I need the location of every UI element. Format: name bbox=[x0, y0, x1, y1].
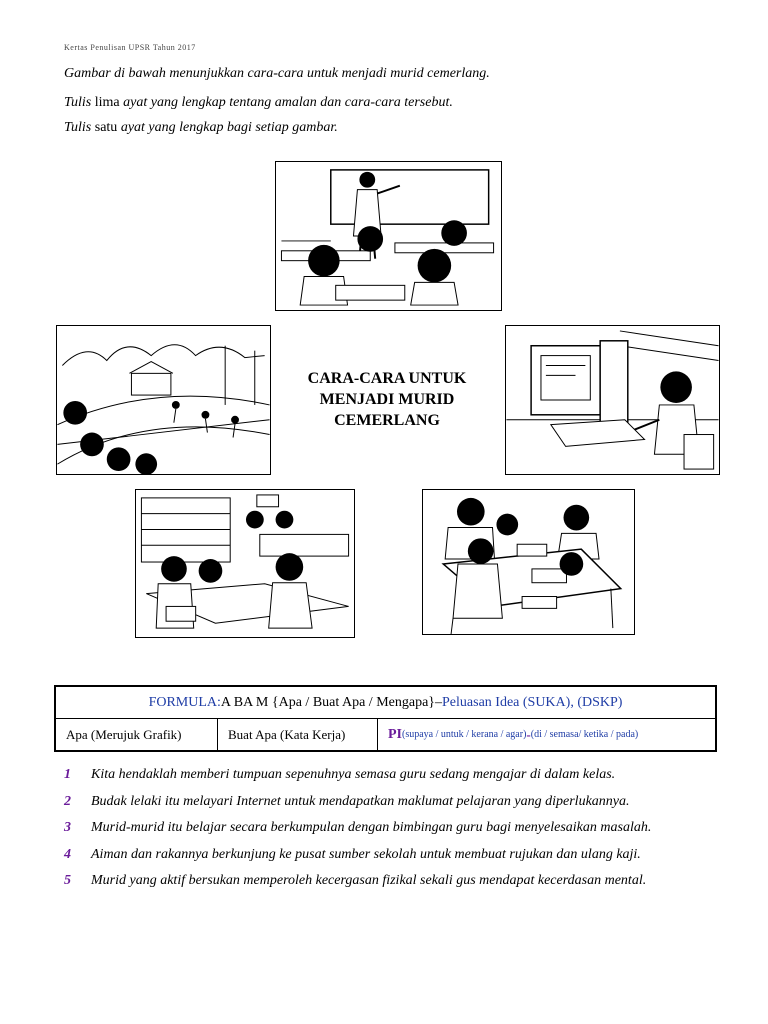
instruction-line-3 bbox=[64, 120, 338, 136]
formula-col-pi bbox=[378, 719, 715, 750]
pi-label: PI bbox=[388, 726, 402, 742]
instruction-text: Tulis bbox=[64, 120, 95, 135]
sports-field-illustration bbox=[56, 325, 271, 475]
answer-item bbox=[64, 868, 651, 895]
formula-colon: : bbox=[217, 694, 221, 710]
instruction-line-1: Gambar di bawah menunjukkan cara-cara untuk menjadi murid cemerlang. bbox=[64, 66, 490, 81]
formula-columns-row bbox=[56, 719, 715, 750]
answer-item bbox=[64, 789, 651, 816]
pi-dash: - bbox=[526, 726, 531, 742]
page-header-strip: Kertas Penulisan UPSR Tahun 2017 bbox=[64, 43, 196, 52]
center-title-line: MENJADI MURID bbox=[319, 391, 455, 408]
answer-text: Kita hendaklah memberi tumpuan sepenuhnya semasa guru sedang mengajar di dalam kelas. bbox=[91, 767, 616, 783]
instruction-line-2 bbox=[64, 95, 453, 111]
answer-item bbox=[64, 815, 651, 842]
library-illustration bbox=[135, 489, 355, 638]
sports-drawing bbox=[57, 326, 270, 474]
computer-boy-illustration bbox=[505, 325, 720, 475]
answer-text: Murid yang aktif bersukan memperoleh kecergasan fizikal sekali gus mendapat kecerdasan mental. bbox=[91, 873, 647, 889]
center-title bbox=[282, 368, 492, 431]
instruction-text: ayat yang lengkap bagi setiap gambar. bbox=[117, 120, 338, 135]
formula-col-buat-apa: Buat Apa (Kata Kerja) bbox=[218, 719, 378, 750]
answer-number: 4 bbox=[64, 846, 71, 862]
computer-drawing bbox=[506, 326, 719, 474]
instruction-text: ayat yang lengkap tentang amalan dan cara-cara tersebut. bbox=[119, 95, 453, 110]
answer-number: 5 bbox=[64, 873, 71, 889]
group-study-drawing bbox=[423, 490, 634, 634]
answer-text: Murid-murid itu belajar secara berkumpulan dengan bimbingan guru bagi menyelesaikan masalah. bbox=[91, 820, 652, 836]
classroom-teacher-illustration bbox=[275, 161, 502, 311]
answer-list bbox=[64, 762, 651, 895]
library-drawing bbox=[136, 490, 354, 637]
answer-number: 1 bbox=[64, 767, 71, 783]
formula-dash: – bbox=[435, 694, 443, 710]
instruction-text: Tulis bbox=[64, 95, 95, 110]
pi-words-1: (supaya / untuk / kerana / agar) bbox=[402, 729, 527, 740]
center-title-line: CARA-CARA UNTUK bbox=[307, 370, 467, 387]
formula-extension: Peluasan Idea (SUKA), (DSKP) bbox=[442, 694, 623, 710]
formula-col-apa: Apa (Merujuk Grafik) bbox=[56, 719, 218, 750]
formula-table bbox=[54, 685, 717, 752]
answer-item bbox=[64, 762, 651, 789]
classroom-drawing bbox=[276, 162, 501, 310]
instruction-bold-word: lima bbox=[94, 95, 120, 110]
center-title-line: CEMERLANG bbox=[334, 412, 440, 429]
pi-words-2: (di / semasa/ ketika / pada) bbox=[530, 729, 639, 740]
answer-number: 3 bbox=[64, 820, 71, 836]
answer-number: 2 bbox=[64, 793, 71, 809]
formula-header-row bbox=[56, 687, 715, 719]
answer-item bbox=[64, 842, 651, 869]
formula-abm: A BA M {Apa / Buat Apa / Mengapa} bbox=[220, 694, 436, 710]
instruction-bold-word: satu bbox=[94, 120, 118, 135]
answer-text: Budak lelaki itu melayari Internet untuk mendapatkan maklumat pelajaran yang diperlukannya. bbox=[91, 793, 630, 809]
formula-label: FORMULA bbox=[148, 694, 218, 710]
group-study-illustration bbox=[422, 489, 635, 635]
answer-text: Aiman dan rakannya berkunjung ke pusat sumber sekolah untuk membuat rujukan dan ulang kaji. bbox=[91, 846, 641, 862]
